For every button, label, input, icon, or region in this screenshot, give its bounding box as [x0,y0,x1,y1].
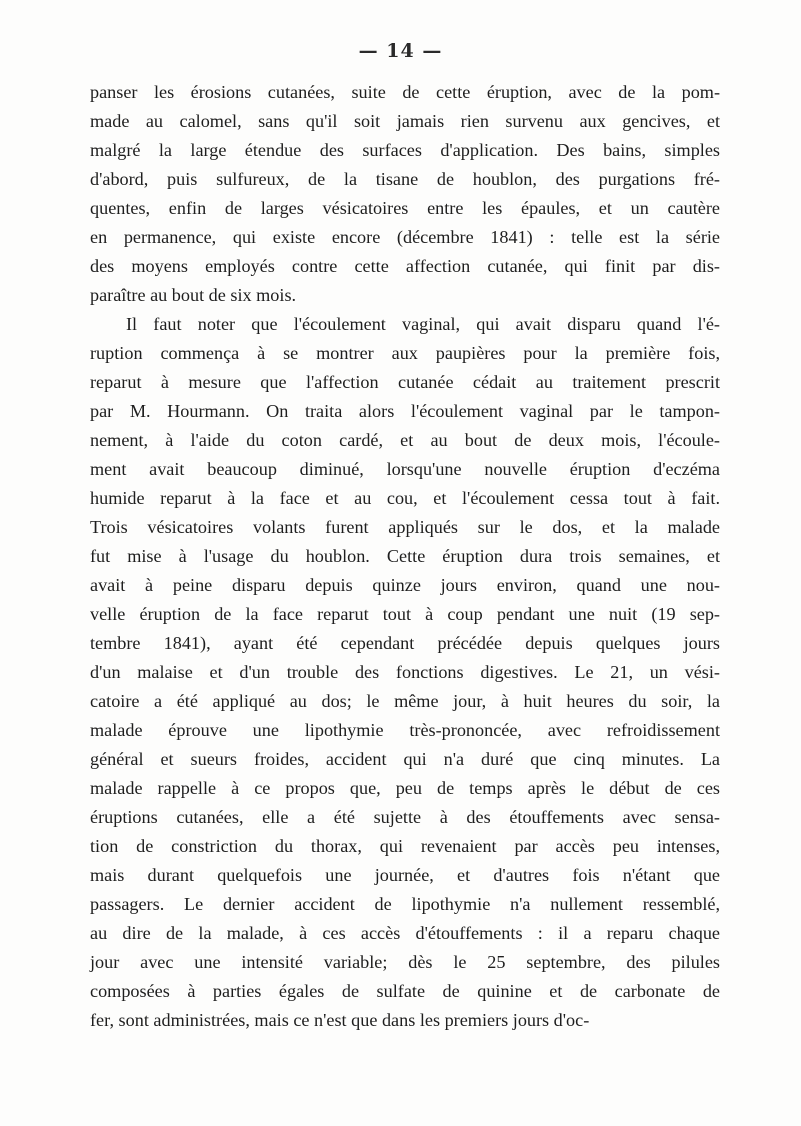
text-line: made au calomel, sans qu'il soit jamais rien survenu aux gencives, et [90,111,720,131]
text-line: au dire de la malade, à ces accès d'étouffements : il a reparu chaque [90,923,720,943]
text-line: nement, à l'aide du coton cardé, et au bout de deux mois, l'écoule- [90,430,720,450]
text-line: malade éprouve une lipothymie très-prononcée, avec refroidissement [90,720,720,740]
text-line: en permanence, qui existe encore (décembre 1841) : telle est la série [90,227,720,247]
text-line: d'abord, puis sulfureux, de la tisane de houblon, des purgations fré- [90,169,720,189]
text-line: Il faut noter que l'écoulement vaginal, qui avait disparu quand l'é- [126,314,720,334]
text-line: général et sueurs froides, accident qui n'a duré que cinq minutes. La [90,749,720,769]
page-number: — 14 — [358,40,443,62]
text-line: fut mise à l'usage du houblon. Cette éruption dura trois semaines, et [90,546,720,566]
text-line: reparut à mesure que l'affection cutanée cédait au traitement prescrit [90,372,720,392]
text-line: mais durant quelquefois une journée, et d'autres fois n'étant que [90,865,720,885]
text-line: tembre 1841), ayant été cependant précédée depuis quelques jours [90,633,720,653]
text-line: tion de constriction du thorax, qui revenaient par accès peu intenses, [90,836,720,856]
text-line: fer, sont administrées, mais ce n'est que dans les premiers jours d'oc- [90,1010,590,1030]
body-text [90,78,720,1035]
text-line: éruptions cutanées, elle a été sujette à des étouffements avec sensa- [90,807,720,827]
text-line: humide reparut à la face et au cou, et l'écoulement cessa tout à fait. [90,488,720,508]
text-line: ment avait beaucoup diminué, lorsqu'une nouvelle éruption d'eczéma [90,459,720,479]
text-line: malgré la large étendue des surfaces d'application. Des bains, simples [90,140,720,160]
text-line: par M. Hourmann. On traita alors l'écoulement vaginal par le tampon- [90,401,720,421]
text-line: velle éruption de la face reparut tout à coup pendant une nuit (19 sep- [90,604,720,624]
text-line: jour avec une intensité variable; dès le 25 septembre, des pilules [90,952,720,972]
text-line: avait à peine disparu depuis quinze jours environ, quand une nou- [90,575,720,595]
text-line: passagers. Le dernier accident de lipothymie n'a nullement ressemblé, [90,894,720,914]
text-line: ruption commença à se montrer aux paupières pour la première fois, [90,343,720,363]
text-line: panser les érosions cutanées, suite de cette éruption, avec de la pom- [90,82,720,102]
text-line: malade rappelle à ce propos que, peu de temps après le début de ces [90,778,720,798]
text-line: quentes, enfin de larges vésicatoires entre les épaules, et un cautère [90,198,720,218]
text-line: d'un malaise et d'un trouble des fonctions digestives. Le 21, un vési- [90,662,720,682]
text-line: composées à parties égales de sulfate de quinine et de carbonate de [90,981,720,1001]
text-line: catoire a été appliqué au dos; le même jour, à huit heures du soir, la [90,691,720,711]
text-line: Trois vésicatoires volants furent appliqués sur le dos, et la malade [90,517,720,537]
text-line: des moyens employés contre cette affection cutanée, qui finit par dis- [90,256,720,276]
text-line: paraître au bout de six mois. [90,285,297,305]
